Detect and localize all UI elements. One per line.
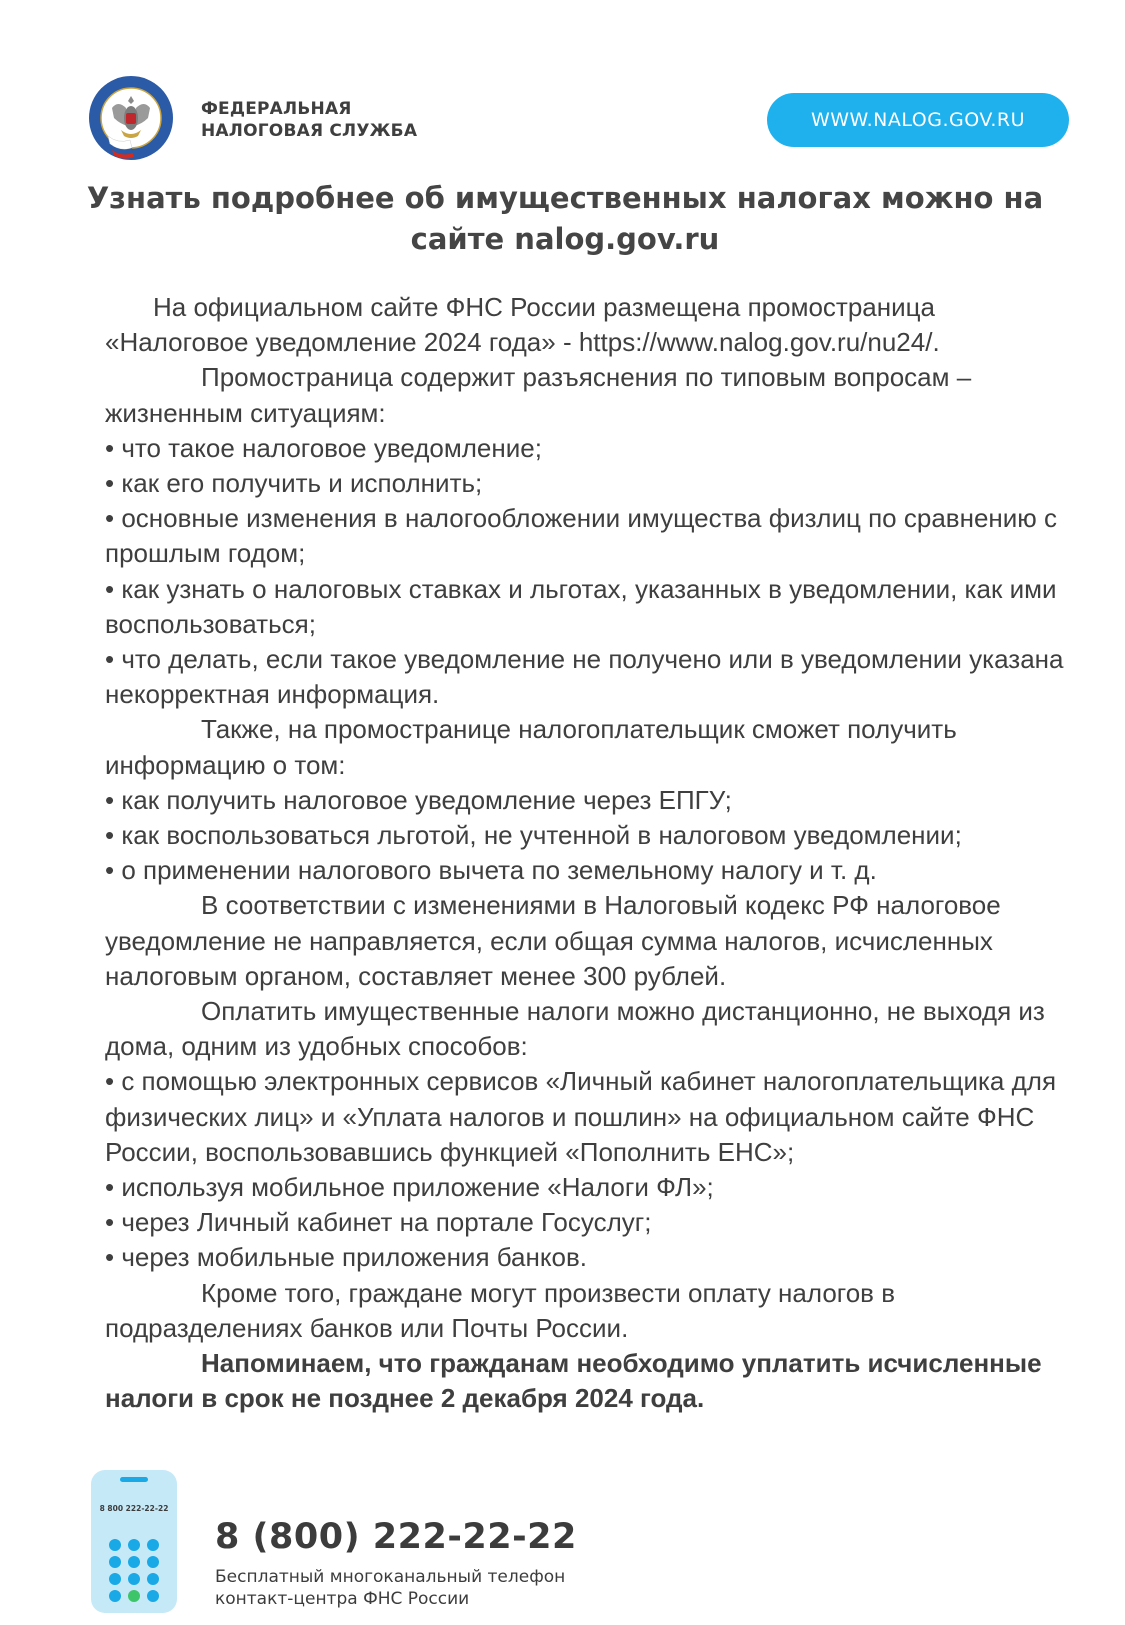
reminder-paragraph: Напоминаем, что гражданам необходимо уплатить исчисленные налоги в срок не позднее 2 декабря 2024 года. — [105, 1348, 1042, 1414]
org-name — [201, 98, 417, 142]
list-item: • что делать, если такое уведомление не получено или в уведомлении указана некорректная информация. — [105, 644, 1064, 710]
hotline-desc-line2: контакт-центра ФНС России — [215, 1589, 470, 1609]
article-body — [105, 290, 1080, 1417]
list-item: • через Личный кабинет на портале Госуслуг; — [105, 1207, 652, 1238]
also-lead: Также, на промостранице налогоплательщик сможет получить информацию о том: — [105, 714, 957, 780]
hotline-desc-line1: Бесплатный многоканальный телефон — [215, 1567, 566, 1587]
fns-emblem-icon — [88, 74, 174, 162]
threshold-paragraph: В соответствии с изменениями в Налоговый кодекс РФ налоговое уведомление не направляется, если общая сумма налогов, исчисленных налоговым органом, составляет менее 300 рублей. — [105, 890, 1001, 991]
pay-lead: Оплатить имущественные налоги можно дистанционно, не выходя из дома, одним из удобных способов: — [105, 996, 1045, 1062]
hotline-description — [215, 1566, 565, 1610]
list-item: • как его получить и исполнить; — [105, 468, 483, 499]
phone-icon-number: 8 800 222-22-22 — [99, 1504, 169, 1513]
offline-paragraph: Кроме того, граждане могут произвести оплату налогов в подразделениях банков или Почты России. — [105, 1277, 896, 1343]
list-item: • основные изменения в налогообложении имущества физлиц по сравнению с прошлым годом; — [105, 503, 1058, 569]
promo-list — [105, 431, 1080, 713]
org-name-line1: ФЕДЕРАЛЬНАЯ — [201, 99, 352, 119]
hotline-number[interactable]: 8 (800) 222-22-22 — [215, 1517, 577, 1557]
list-item: • используя мобильное приложение «Налоги ФЛ»; — [105, 1172, 714, 1203]
also-list — [105, 783, 1080, 889]
page-header — [0, 0, 1125, 180]
list-item: • как воспользоваться льготой, не учтенной в налоговом уведомлении; — [105, 820, 962, 851]
list-item: • с помощью электронных сервисов «Личный кабинет налогоплательщика для физических лиц» и «Уплата налогов и пошлин» на официальном сайте ФНС России, воспользовавшись функцией «Пополнить ЕНС»; — [105, 1066, 1057, 1167]
phone-keypad-icon — [90, 1469, 178, 1614]
list-item: • как узнать о налоговых ставках и льготах, указанных в уведомлении, как ими воспользоваться; — [105, 573, 1057, 639]
org-name-line2: НАЛОГОВАЯ СЛУЖБА — [201, 121, 418, 141]
website-link-button[interactable]: WWW.NALOG.GOV.RU — [767, 93, 1069, 147]
pay-list — [105, 1064, 1080, 1275]
page-title: Узнать подробнее об имущественных налогах можно на сайте nalog.gov.ru — [86, 181, 1044, 256]
list-item: • через мобильные приложения банков. — [105, 1242, 588, 1273]
list-item: • что такое налоговое уведомление; — [105, 432, 542, 463]
intro-paragraph: На официальном сайте ФНС России размещена промостраница «Налоговое уведомление 2024 года» - https://www.nalog.gov.ru/nu24/. — [105, 292, 940, 358]
list-item: • как получить налоговое уведомление через ЕПГУ; — [105, 784, 732, 815]
list-item: • о применении налогового вычета по земельному налогу и т. д. — [105, 855, 877, 886]
promo-lead: Промостраница содержит разъяснения по типовым вопросам – жизненным ситуациям: — [105, 362, 972, 428]
